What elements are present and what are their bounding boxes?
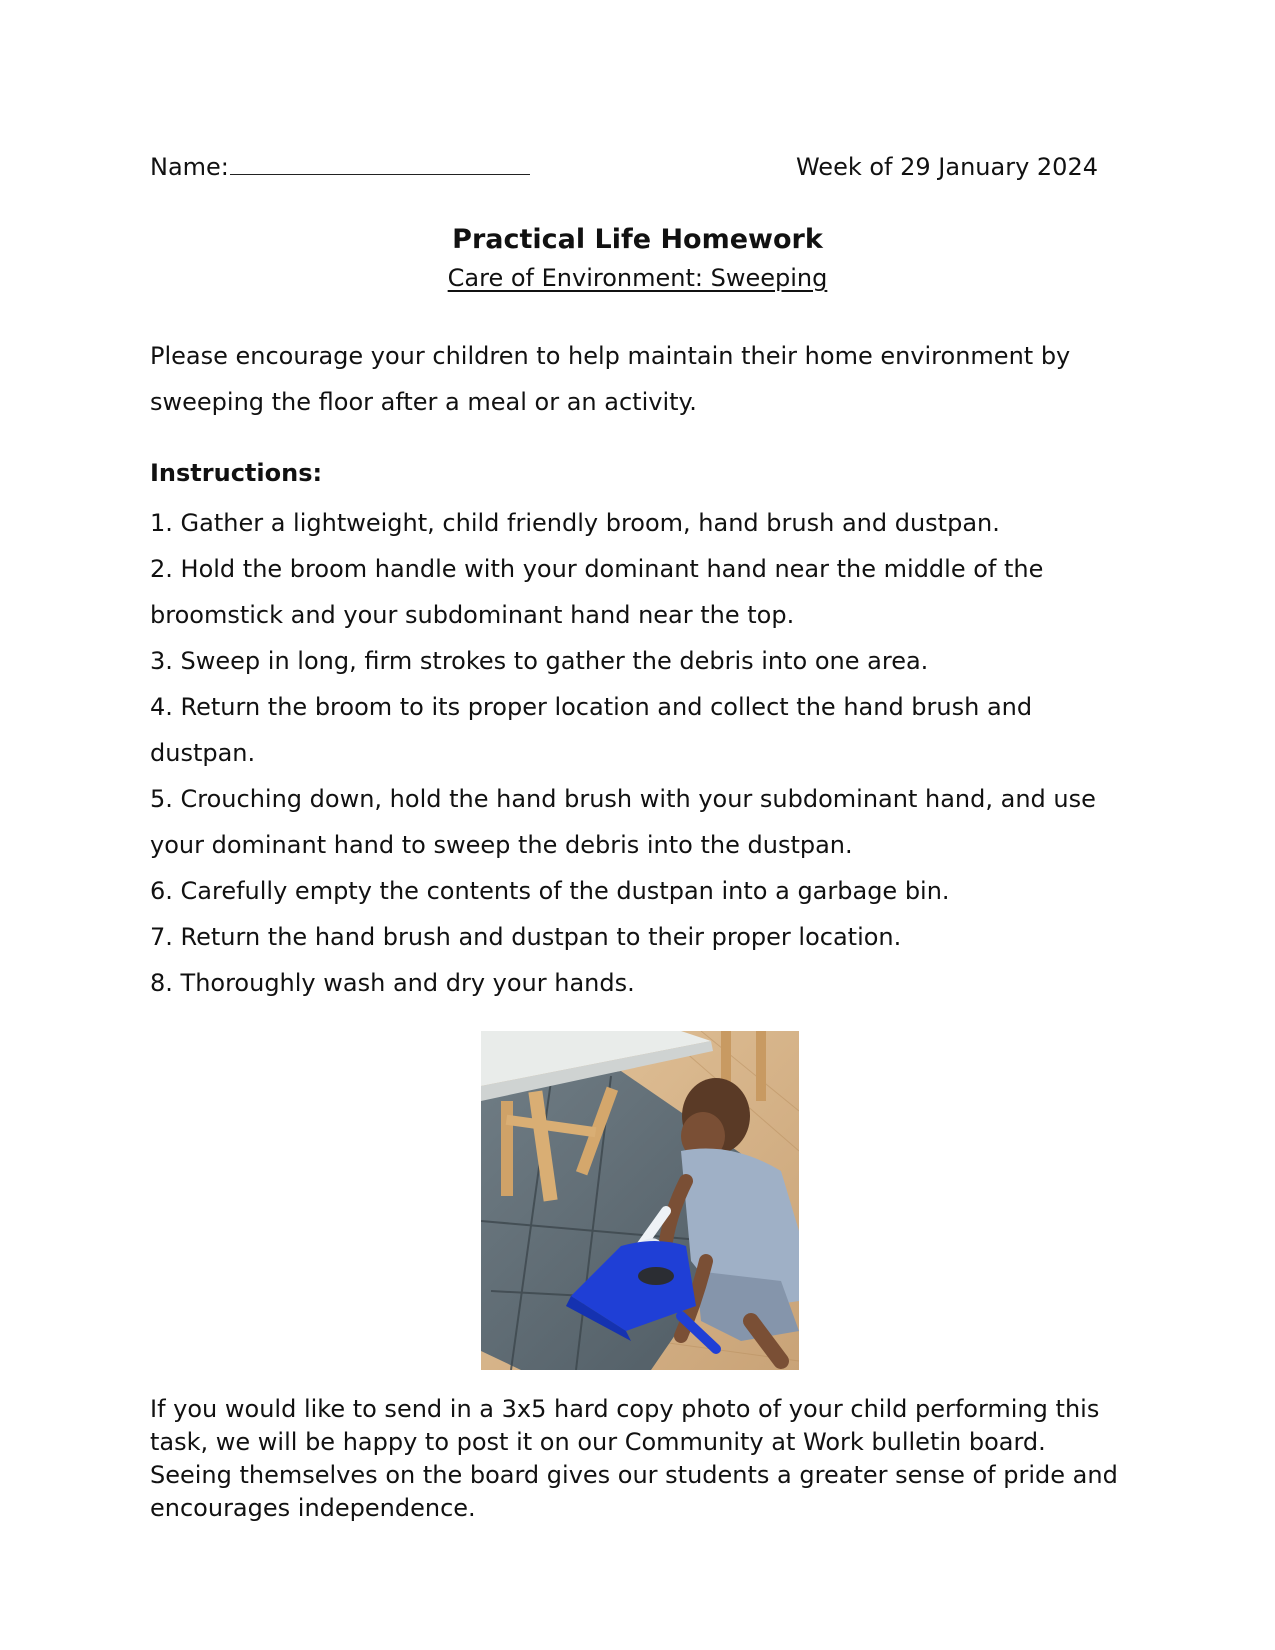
instruction-step: 7. Return the hand brush and dustpan to their proper location. (150, 923, 902, 951)
page-subtitle: Care of Environment: Sweeping (447, 264, 828, 292)
instruction-step: 4. Return the broom to its proper location and collect the hand brush and dustpan. (150, 693, 1033, 767)
instruction-step: 3. Sweep in long, firm strokes to gather the debris into one area. (150, 647, 929, 675)
instruction-step: 1. Gather a lightweight, child friendly broom, hand brush and dustpan. (150, 509, 1000, 537)
week-date: Week of 29 January 2024 (795, 153, 1098, 181)
page-title: Practical Life Homework (452, 224, 823, 255)
instruction-step: 2. Hold the broom handle with your dominant hand near the middle of the broomstick and your subdominant hand near the top. (150, 555, 1044, 629)
name-field (150, 150, 530, 184)
child-sweeping-photo (481, 1031, 799, 1370)
intro-paragraph (150, 333, 1110, 425)
instruction-step: 8. Thoroughly wash and dry your hands. (150, 969, 635, 997)
instruction-step: 6. Carefully empty the contents of the dustpan into a garbage bin. (150, 877, 950, 905)
header-row (150, 150, 1098, 184)
intro-text: Please encourage your children to help maintain their home environment by sweeping the floor after a meal or an activity. (150, 342, 1071, 416)
instruction-step: 5. Crouching down, hold the hand brush with your subdominant hand, and use your dominant hand to sweep the debris into the dustpan. (150, 785, 1096, 859)
name-label: Name: (150, 153, 229, 181)
instructions-heading: Instructions: (150, 459, 323, 487)
instructions-list (150, 500, 1115, 1006)
name-blank-line (230, 150, 530, 175)
closing-paragraph: If you would like to send in a 3x5 hard copy photo of your child performing this task, we will be happy to post it on our Community at Work bulletin board. Seeing themselves on the board gives our students a greater sense of pride and encourages independence. (150, 1395, 1118, 1522)
